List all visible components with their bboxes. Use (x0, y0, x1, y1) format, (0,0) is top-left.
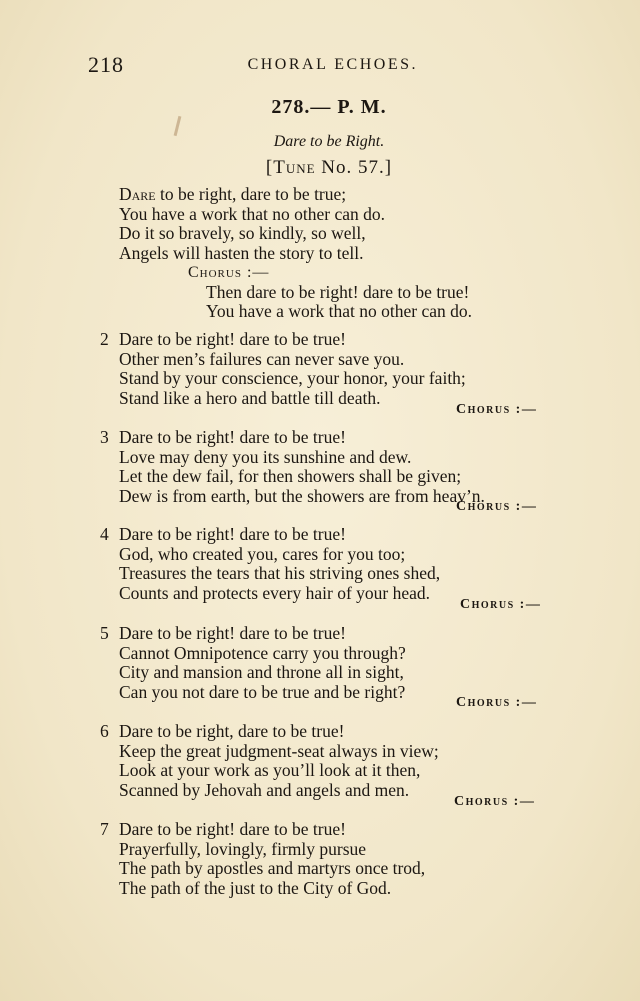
stanza-line: Treasures the tears that his striving ones shed, (119, 563, 441, 583)
stanza-number: 7 (100, 819, 109, 839)
stanza-6 (100, 722, 439, 800)
running-head: CHORAL ECHOES. (247, 56, 418, 73)
tune-number: No. 57.] (315, 157, 393, 178)
hymn-subtitle: Dare to be Right. (273, 133, 385, 150)
stanza-line: Dare to be right! dare to be true! (119, 623, 346, 643)
stanza-line: Cannot Omnipotence carry you through? (119, 642, 406, 663)
chorus-ref: Chorus :— (460, 597, 542, 612)
chorus-line: Then dare to be right! dare to be true! (206, 281, 470, 302)
stanza-5 (100, 624, 406, 702)
stanza-line: Dare to be right! dare to be true! (119, 329, 346, 349)
chorus-ref: Chorus :— (454, 794, 536, 809)
stanza-line: The path of the just to the City of God. (119, 877, 392, 898)
page-number: 218 (88, 52, 124, 77)
tune-bracket-open: [ (265, 157, 274, 178)
stanza-3 (100, 428, 485, 506)
stanza-number: 5 (100, 623, 109, 643)
stanza-4 (100, 525, 440, 603)
chorus-ref: Chorus :— (456, 695, 538, 710)
stanza-line: Prayerfully, lovingly, firmly pursue (119, 838, 367, 859)
chorus-ref: Chorus :— (456, 402, 538, 417)
chorus (188, 262, 472, 322)
stanza-number: 6 (100, 721, 109, 741)
stanza-line: The path by apostles and martyrs once trod, (119, 858, 426, 878)
stanza-line: Dare to be right, dare to be true! (119, 721, 345, 741)
stanza-line: Scanned by Jehovah and angels and men. (119, 779, 410, 800)
stanza-line: Dew is from earth, but the showers are from heav’n. (119, 485, 485, 506)
chorus-line: You have a work that no other can do. (206, 301, 473, 321)
tune-word: Tune (273, 157, 316, 178)
stanza-line: Dare to be right, dare to be true; (119, 184, 347, 204)
chorus-ref: Chorus :— (456, 499, 538, 514)
stanza-line: Keep the great judgment-seat always in view; (119, 740, 439, 761)
stanza-line: Let the dew fail, for then showers shall be given; (119, 466, 462, 486)
tune-reference (0, 157, 640, 179)
stanza-number: 4 (100, 524, 109, 544)
stanza-line: Stand like a hero and battle till death. (119, 387, 381, 408)
stanza-1 (100, 185, 385, 263)
stanza-line: Counts and protects every hair of your head. (119, 582, 431, 603)
stanza-line: Dare to be right! dare to be true! (119, 427, 346, 447)
stanza-line: Look at your work as you’ll look at it then, (119, 760, 421, 780)
stanza-7 (100, 820, 425, 898)
stanza-line: Angels will hasten the story to tell. (119, 242, 364, 263)
stanza-line: Stand by your conscience, your honor, your faith; (119, 368, 466, 388)
stanza-line: City and mansion and throne all in sight, (119, 662, 404, 682)
page-header (88, 52, 418, 78)
hymn-title: 278.— P. M. (271, 96, 387, 118)
stanza-line: Do it so bravely, so kindly, so well, (119, 223, 366, 243)
stanza-line: Can you not dare to be true and be right? (119, 681, 406, 702)
stanza-2 (100, 330, 466, 408)
stanza-line: Love may deny you its sunshine and dew. (119, 446, 412, 467)
stanza-line: God, who created you, cares for you too; (119, 543, 406, 564)
stanza-line: Other men’s failures can never save you. (119, 348, 405, 369)
stanza-line: You have a work that no other can do. (119, 203, 386, 224)
stanza-number: 2 (100, 329, 109, 349)
stanza-number: 3 (100, 427, 109, 447)
stanza-line: Dare to be right! dare to be true! (119, 524, 346, 544)
chorus-label: Chorus :— (188, 264, 270, 281)
first-word: Dare (119, 184, 156, 204)
stanza-line: Dare to be right! dare to be true! (119, 819, 346, 839)
